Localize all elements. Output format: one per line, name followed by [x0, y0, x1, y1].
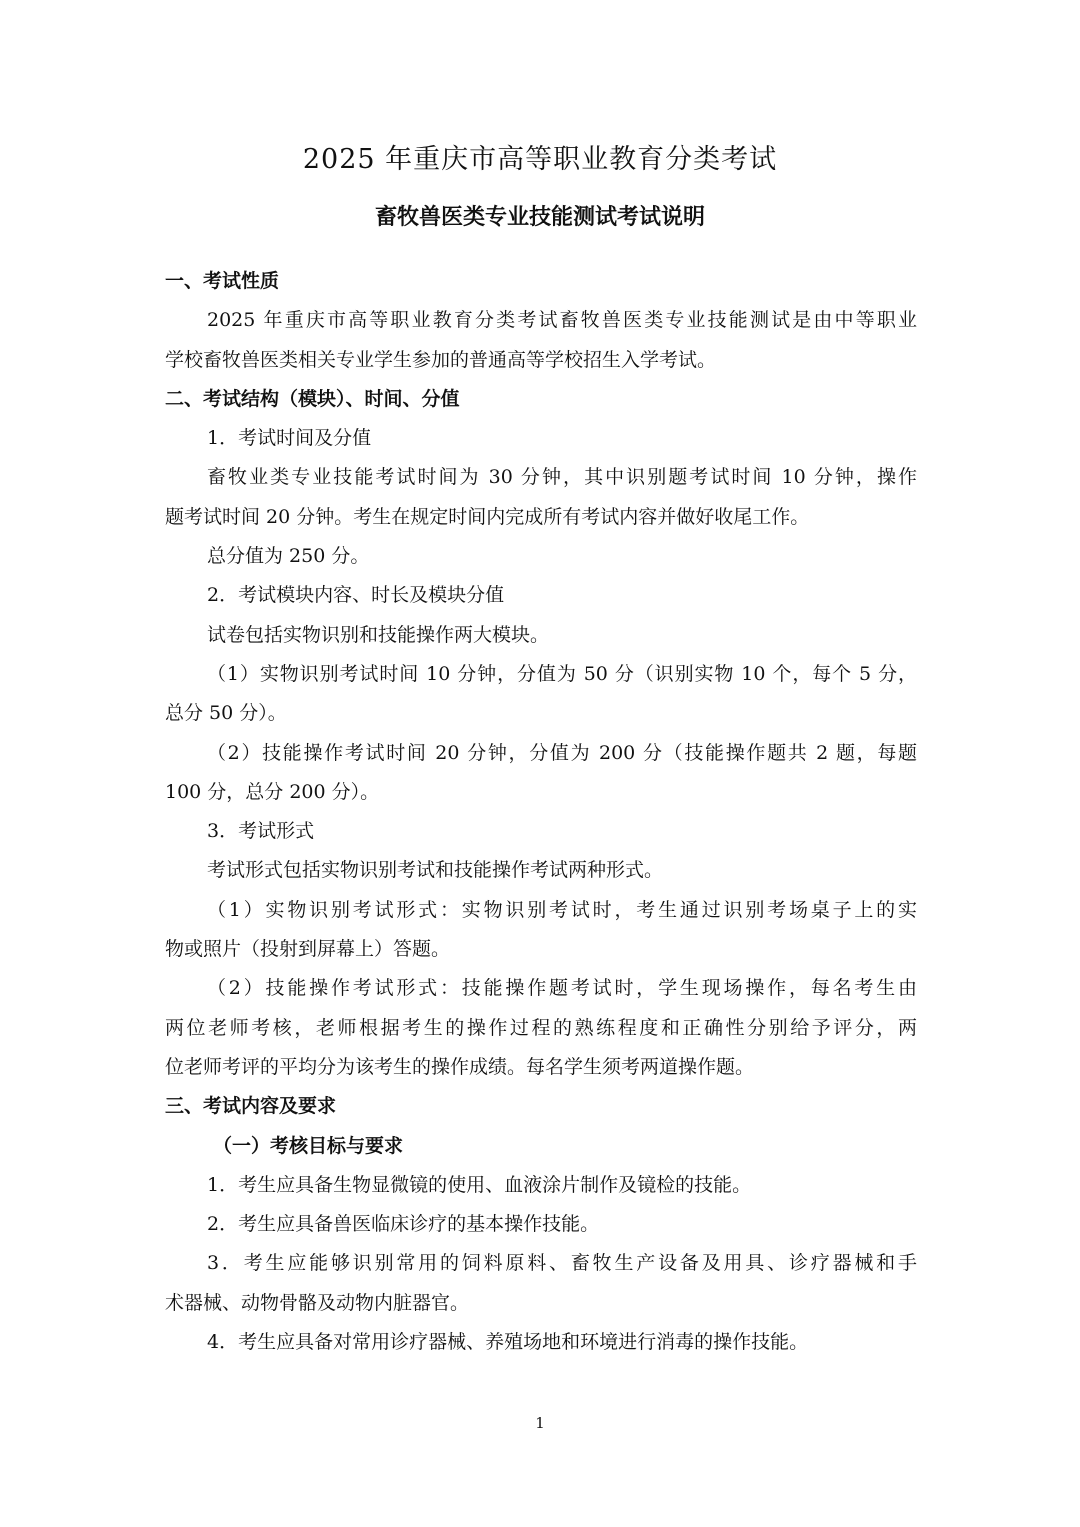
- text-line: 1．考生应具备生物显微镜的使用、血液涂片制作及镜检的技能。: [207, 1173, 752, 1196]
- text-line: 学校畜牧兽医类相关专业学生参加的普通高等学校招生入学考试。: [165, 348, 717, 371]
- text-line: （2）技能操作考试时间 20 分钟，分值为 200 分（技能操作题共 2 题，每题: [207, 741, 917, 764]
- text-line: 物或照片（投射到屏幕上）答题。: [165, 938, 451, 961]
- text-line: （2）技能操作考试形式：技能操作题考试时，学生现场操作，每名考生由: [207, 977, 917, 1000]
- text-line: 考试形式包括实物识别考试和技能操作考试两种形式。: [207, 859, 664, 882]
- text-line: 位老师考评的平均分为该考生的操作成绩。每名学生须考两道操作题。: [165, 1055, 755, 1078]
- text-line: 畜牧业类专业技能考试时间为 30 分钟，其中识别题考试时间 10 分钟，操作: [207, 466, 917, 489]
- text-line: 2025 年重庆市高等职业教育分类考试畜牧兽医类专业技能测试是由中等职业: [207, 309, 917, 332]
- text-line: 1．考试时间及分值: [207, 427, 372, 450]
- page-number: 1: [535, 1414, 545, 1432]
- text-line: 4．考生应具备对常用诊疗器械、养殖场地和环境进行消毒的操作技能。: [207, 1331, 809, 1354]
- text-line: 100 分，总分 200 分）。: [165, 780, 380, 803]
- text-line: 3．考试形式: [207, 820, 315, 843]
- text-line: 总分 50 分）。: [165, 702, 287, 725]
- text-line: 3．考生应能够识别常用的饲料原料、畜牧生产设备及用具、诊疗器械和手: [207, 1252, 917, 1275]
- document-body: [165, 262, 917, 1362]
- text-line: （1）实物识别考试形式：实物识别考试时，考生通过识别考场桌子上的实: [207, 898, 917, 921]
- section-heading: 一、考试性质: [165, 270, 280, 292]
- section-heading: （一）考核目标与要求: [213, 1134, 404, 1157]
- section-heading: 三、考试内容及要求: [165, 1095, 337, 1118]
- section-heading: 二、考试结构（模块）、时间、分值: [165, 387, 460, 410]
- text-line: 题考试时间 20 分钟。考生在规定时间内完成所有考试内容并做好收尾工作。: [165, 505, 810, 528]
- text-line: 总分值为 250 分。: [207, 545, 370, 568]
- text-line: 术器械、动物骨骼及动物内脏器官。: [165, 1291, 470, 1314]
- text-line: 两位老师考核，老师根据考生的操作过程的熟练程度和正确性分别给予评分，两: [165, 1016, 917, 1039]
- text-line: 2．考生应具备兽医临床诊疗的基本操作技能。: [207, 1213, 600, 1236]
- document-title: 2025 年重庆市高等职业教育分类考试: [302, 144, 778, 175]
- text-line: 试卷包括实物识别和技能操作两大模块。: [207, 623, 550, 646]
- text-line: 2．考试模块内容、时长及模块分值: [207, 584, 505, 607]
- document-subtitle: 畜牧兽医类专业技能测试考试说明: [374, 205, 705, 230]
- text-line: （1）实物识别考试时间 10 分钟，分值为 50 分（识别实物 10 个，每个 5 分，: [207, 662, 917, 685]
